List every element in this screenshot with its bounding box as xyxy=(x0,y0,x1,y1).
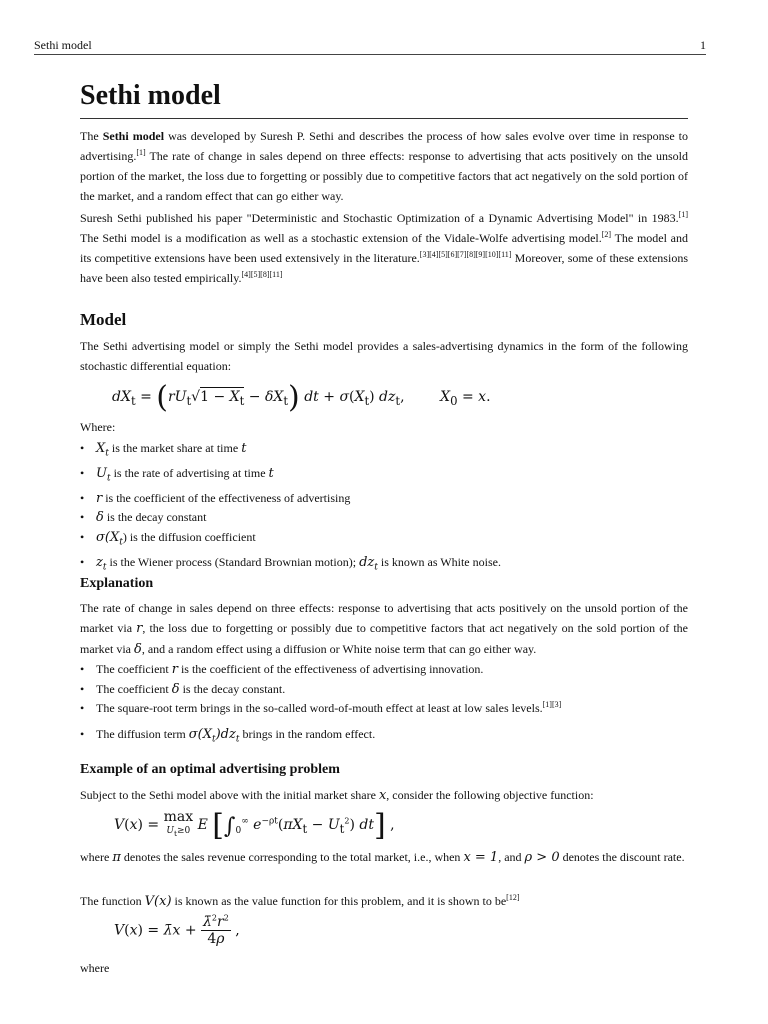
model-variable-list xyxy=(80,439,688,578)
list-item: • r is the coefficient of the effectiveness of advertising xyxy=(80,489,688,509)
list-item: • $z_t$ is the Wiener process (Standard Brownian motion); $dz_t$ is known as White noise. xyxy=(80,553,688,578)
where-label: Where: xyxy=(80,420,116,434)
list-item: • The diffusion term $\sigma(X_t)dz_t$ brings in the random effect. xyxy=(80,725,688,750)
diffusion-term-math: $\sigma(X_t)dz_t$ xyxy=(188,726,240,745)
page-title: Sethi model xyxy=(80,80,688,119)
list-item: • The coefficient r is the coefficient of the effectiveness of advertising innovation. xyxy=(80,660,688,680)
section-heading-example: Example of an optimal advertising problem xyxy=(80,762,340,777)
where-end-label: where xyxy=(80,961,110,975)
list-item: • δ is the decay constant xyxy=(80,508,688,528)
citation[interactable]: [2] xyxy=(601,230,612,239)
citation[interactable]: [12] xyxy=(506,893,520,902)
list-item: • The coefficient δ is the decay constant. xyxy=(80,680,688,700)
citation[interactable]: [1] xyxy=(678,210,688,219)
list-item: • $X_t$ is the market share at time t xyxy=(80,439,688,464)
model-paragraph: The Sethi advertising model or simply the Sethi model provides a sales-advertising dynamics in the form of the following stochastic differential equation: xyxy=(80,339,688,373)
list-item: • $\sigma(X_t)$ is the diffusion coefficient xyxy=(80,528,688,553)
example-paragraph: Subject to the Sethi model above with the initial market share x, consider the following objective function: xyxy=(80,788,594,803)
explanation-paragraph: The rate of change in sales depend on three effects: response to advertising that acts positively on the unsold portion of the market via r, the loss due to forgetting or possibly due to competitive factors that act negatively on the sold portion of the market via δ, and a random effect using a diffusion or White noise term that can go either way. xyxy=(80,601,688,657)
intro-paragraph-2: Suresh Sethi published his paper "Deterministic and Stochastic Optimization of a Dynamic Advertising Model" in 1983.[1] The Sethi model is a modification as well as a stochastic extension of the Vidale-Wolfe advertising model.[2] The model and its competitive extensions have been used extensively in the literature.[3][4][5][6][7][8][9][10][11] Moreover, some of these extensions have been also tested empirically.[4][5][8][11] xyxy=(80,210,689,285)
list-item: • $U_t$ is the rate of advertising at time t xyxy=(80,464,688,489)
citation[interactable]: [1][3] xyxy=(542,700,562,709)
explanation-list xyxy=(80,660,688,750)
citation[interactable]: [3][4][5][6][7][8][9][10][11] xyxy=(419,250,512,259)
value-function-equation: V(x) = λ̄x + $\frac{\lambdā^2r^2}{4\rho}$ , xyxy=(114,913,240,947)
citation[interactable]: [1] xyxy=(136,148,146,157)
value-function-paragraph: The function V(x) is known as the value function for this problem, and it is shown to be[12] xyxy=(80,893,520,909)
sde-equation: $dX_t = (rU_t√1 - X_t - \delta X_t)$ dt + $\sigma(X_t)$ $dz_t$, $X_0 = x$. xyxy=(112,380,491,415)
objective-function-equation: V(x) = max $U_t\ge 0$ E [$\int_0^\infty$ $e^{-\rho t}(\pi X_t - U_t^2)$ dt] , xyxy=(114,808,395,843)
running-title: Sethi model xyxy=(34,38,92,52)
where-paragraph: where π denotes the sales revenue corresponding to the total market, i.e., when x = 1, and ρ > 0 denotes the discount rate. xyxy=(80,850,685,865)
section-heading-explanation: Explanation xyxy=(80,576,154,591)
intro-paragraph-1: The Sethi model was developed by Suresh P. Sethi and describes the process of how sales evolve over time in response to advertising.[1] The rate of change in sales depend on three effects: response to advertising that acts positively on the unsold portion of the market, the loss due to forgetting or possibly due to competitive factors that act negatively on the sold portion of the market, and a random effect that can go either way. xyxy=(80,129,688,203)
citation[interactable]: [4][5][8][11] xyxy=(241,270,283,279)
running-header xyxy=(34,38,706,55)
page-number: 1 xyxy=(700,38,706,52)
section-heading-model: Model xyxy=(80,310,127,329)
list-item: • The square-root term brings in the so-called word-of-mouth effect at least at low sales levels.[1][3] xyxy=(80,699,688,719)
